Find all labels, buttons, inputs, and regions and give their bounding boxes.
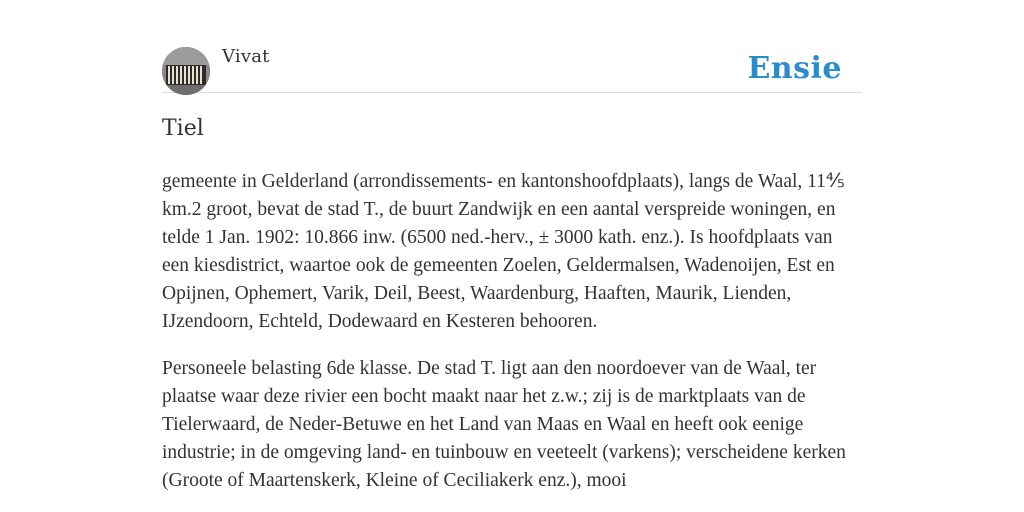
header — [162, 0, 862, 93]
page-title: Tiel — [162, 116, 204, 141]
username[interactable]: Vivat — [222, 46, 270, 67]
brand-logo[interactable]: Ensie — [747, 51, 842, 86]
avatar[interactable] — [162, 47, 210, 95]
page — [162, 0, 862, 491]
paragraph: Personeele belasting 6de klasse. De stad T. ligt aan den noordoever van de Waal, ter plaatse waar deze rivier een bocht maakt naar het z.w.; zij is de marktplaats van de Tielerwaard, de Neder-Betuwe en het Land van Maas en Waal en heeft ook eenige industrie; in de omgeving land- en tuinbouw en veeteelt (varkens); verscheidene kerken (Groote of Maartenskerk, Kleine of Ceciliakerk enz.), mooi — [162, 358, 846, 491]
paragraph: gemeente in Gelderland (arrondissements- en kantonshoofdplaats), langs de Waal, 11⅘ km.2 groot, bevat de stad T., de buurt Zandwijk en een aantal verspreide woningen, en telde 1 Jan. 1902: 10.866 inw. (6500 ned.-herv., ± 3000 kath. enz.). Is hoofdplaats van een kiesdistrict, waartoe ook de gemeenten Zoelen, Geldermalsen, Wadenoijen, Est en Opijnen, Ophemert, Varik, Deil, Beest, Waardenburg, Haaften, Maurik, Lienden, IJzendoorn, Echteld, Dodewaard en Kesteren behooren. — [162, 171, 845, 332]
bookshelf-avatar-icon — [162, 47, 210, 95]
article-body — [162, 168, 862, 512]
